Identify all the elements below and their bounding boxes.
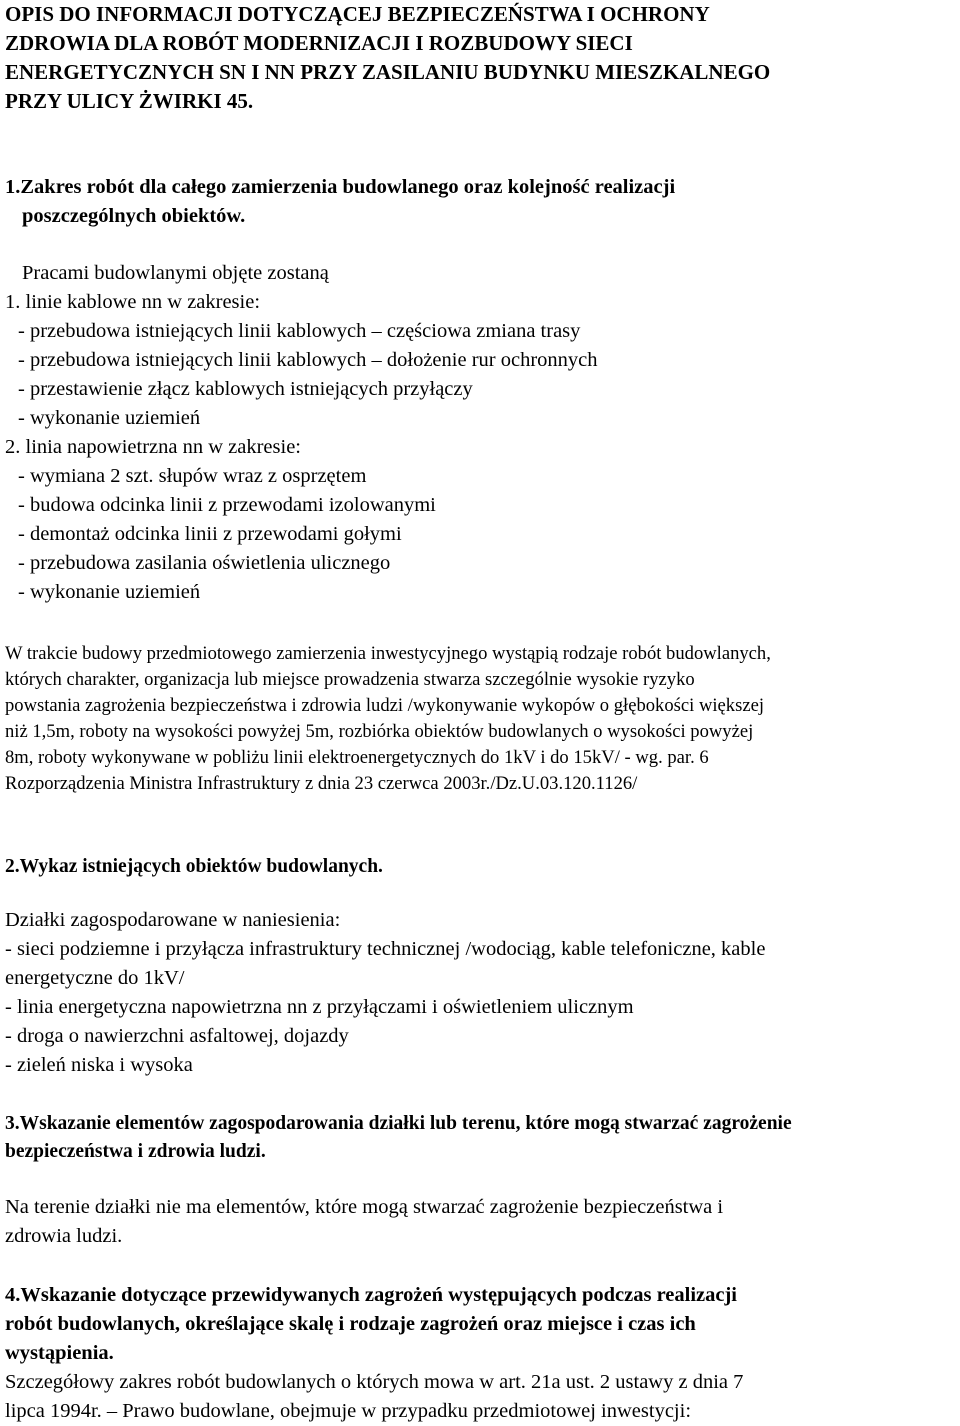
list-item: - wykonanie uziemień <box>18 581 201 603</box>
section-1-heading: 1.Zakres robót dla całego zamierzenia budowlanego oraz kolejność realizacji <box>5 176 676 198</box>
list-item: energetyczne do 1kV/ <box>5 967 185 989</box>
list-item: - zieleń niska i wysoka <box>5 1054 193 1076</box>
section-4-text: lipca 1994r. – Prawo budowlane, obejmuje w przypadku przedmiotowej inwestycji: <box>5 1400 692 1422</box>
section-2-intro: Działki zagospodarowane w naniesienia: <box>5 909 341 931</box>
paragraph-line: powstania zagrożenia bezpieczeństwa i zdrowia ludzi /wykonywanie wykopów o głębokości większej <box>5 695 764 716</box>
section-1-intro: Pracami budowlanymi objęte zostaną <box>22 262 329 284</box>
list-item: - wykonanie uziemień <box>18 407 201 429</box>
list-item: - sieci podziemne i przyłącza infrastruktury technicznej /wodociąg, kable telefoniczne, kable <box>5 938 766 960</box>
list-item: - przestawienie złącz kablowych istniejących przyłączy <box>18 378 473 400</box>
section-1-heading: poszczególnych obiektów. <box>22 205 246 227</box>
section-4-text: Szczegółowy zakres robót budowlanych o których mowa w art. 21a ust. 2 ustawy z dnia 7 <box>5 1371 744 1393</box>
list-item: - droga o nawierzchni asfaltowej, dojazdy <box>5 1025 349 1047</box>
list-item: - budowa odcinka linii z przewodami izolowanymi <box>18 494 436 516</box>
paragraph-line: niż 1,5m, roboty na wysokości powyżej 5m, rozbiórka obiektów budowlanych o wysokości powyżej <box>5 721 754 742</box>
title-line: OPIS DO INFORMACJI DOTYCZĄCEJ BEZPIECZEŃSTWA I OCHRONY <box>5 2 710 26</box>
section-3-text: Na terenie działki nie ma elementów, które mogą stwarzać zagrożenie bezpieczeństwa i <box>5 1196 724 1218</box>
paragraph-line: Rozporządzenia Ministra Infrastruktury z dnia 23 czerwca 2003r./Dz.U.03.120.1126/ <box>5 773 638 794</box>
list-item: - przebudowa zasilania oświetlenia ulicznego <box>18 552 391 574</box>
paragraph-line: których charakter, organizacja lub miejsce prowadzenia stwarza szczególnie wysokie ryzyko <box>5 669 695 690</box>
title-line: ENERGETYCZNYCH SN I NN PRZY ZASILANIU BUDYNKU MIESZKALNEGO <box>5 60 771 84</box>
section-3-heading: bezpieczeństwa i zdrowia ludzi. <box>5 1141 266 1162</box>
list-item: - wymiana 2 szt. słupów wraz z osprzętem <box>18 465 367 487</box>
paragraph-line: W trakcie budowy przedmiotowego zamierzenia inwestycyjnego wystąpią rodzaje robót budowlanych, <box>5 643 771 664</box>
title-line: ZDROWIA DLA ROBÓT MODERNIZACJI I ROZBUDOWY SIECI <box>5 31 633 55</box>
section-3-heading: 3.Wskazanie elementów zagospodarowania działki lub terenu, które mogą stwarzać zagrożenie <box>5 1113 792 1134</box>
section-4-heading: wystąpienia. <box>5 1342 114 1364</box>
list-item: - przebudowa istniejących linii kablowych – częściowa zmiana trasy <box>18 320 581 342</box>
item-1-title: 1. linie kablowe nn w zakresie: <box>5 291 261 313</box>
paragraph-line: 8m, roboty wykonywane w pobliżu linii elektroenergetycznych do 1kV i do 15kV/ - wg. par. 6 <box>5 747 709 768</box>
item-2-title: 2. linia napowietrzna nn w zakresie: <box>5 436 301 458</box>
list-item: - linia energetyczna napowietrzna nn z przyłączami i oświetleniem ulicznym <box>5 996 634 1018</box>
title-line: PRZY ULICY ŻWIRKI 45. <box>5 89 254 113</box>
section-4-heading: 4.Wskazanie dotyczące przewidywanych zagrożeń występujących podczas realizacji <box>5 1284 738 1306</box>
list-item: - demontaż odcinka linii z przewodami gołymi <box>18 523 402 545</box>
section-2-heading: 2.Wykaz istniejących obiektów budowlanych. <box>5 856 383 877</box>
list-item: - przebudowa istniejących linii kablowych – dołożenie rur ochronnych <box>18 349 598 371</box>
section-3-text: zdrowia ludzi. <box>5 1225 123 1247</box>
section-4-heading: robót budowlanych, określające skalę i rodzaje zagrożeń oraz miejsce i czas ich <box>5 1313 696 1335</box>
